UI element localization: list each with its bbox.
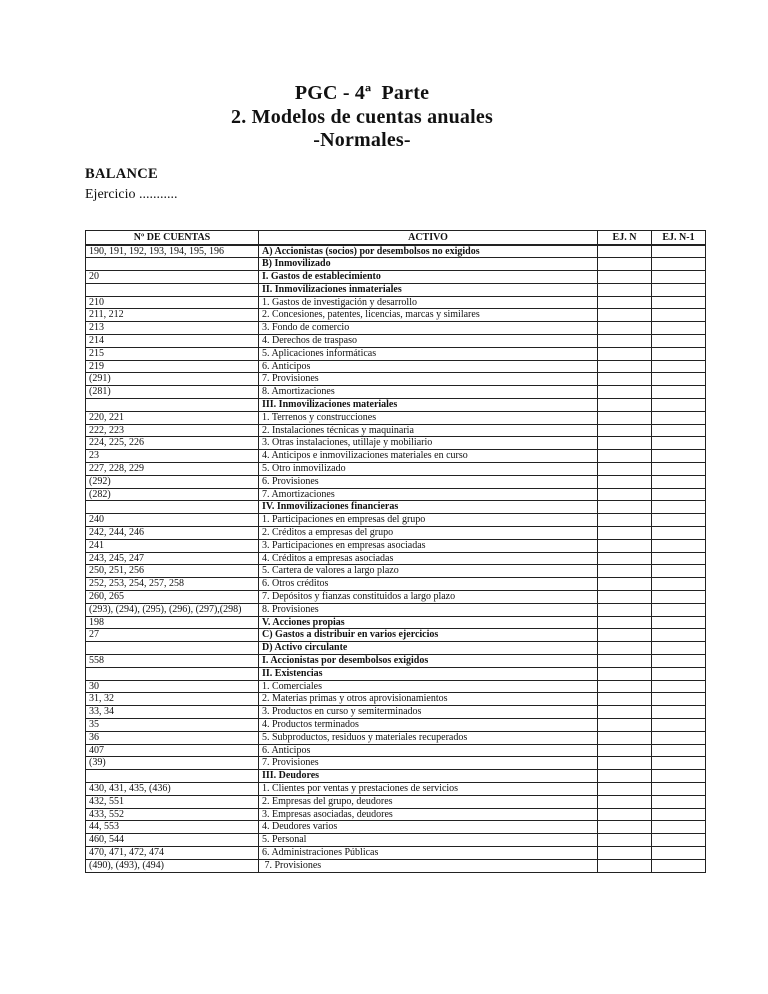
ej-n-1-cell: [652, 463, 706, 476]
ej-n-1-cell: [652, 629, 706, 642]
ej-n-1-cell: [652, 655, 706, 668]
table-row: [86, 552, 706, 565]
ej-n-cell: [598, 821, 652, 834]
ej-n-1-cell: [652, 386, 706, 399]
ej-n-cell: [598, 514, 652, 527]
column-header-activo: ACTIVO: [259, 230, 598, 245]
ej-n-1-cell: [652, 539, 706, 552]
ej-n-1-cell: [652, 744, 706, 757]
activo-cell: IV. Inmovilizaciones financieras: [259, 501, 598, 514]
table-row: [86, 655, 706, 668]
ej-n-cell: [598, 744, 652, 757]
ej-n-cell: [598, 386, 652, 399]
cuentas-cell: 190, 191, 192, 193, 194, 195, 196: [86, 245, 259, 258]
cuentas-cell: 227, 228, 229: [86, 463, 259, 476]
activo-cell: A) Accionistas (socios) por desembolsos no exigidos: [259, 245, 598, 258]
ej-n-cell: [598, 808, 652, 821]
activo-cell: 5. Aplicaciones informáticas: [259, 347, 598, 360]
table-row: [86, 744, 706, 757]
table-row: [86, 386, 706, 399]
activo-cell: 2. Instalaciones técnicas y maquinaria: [259, 424, 598, 437]
cuentas-cell: 241: [86, 539, 259, 552]
ej-n-1-cell: [652, 718, 706, 731]
cuentas-cell: (291): [86, 373, 259, 386]
ej-n-cell: [598, 795, 652, 808]
table-row: [86, 578, 706, 591]
ej-n-1-cell: [652, 501, 706, 514]
ej-n-cell: [598, 667, 652, 680]
table-row: [86, 757, 706, 770]
table-row: [86, 501, 706, 514]
table-row: [86, 283, 706, 296]
column-header-ej-n-1: EJ. N-1: [652, 230, 706, 245]
ej-n-cell: [598, 347, 652, 360]
activo-cell: II. Existencias: [259, 667, 598, 680]
table-row: [86, 258, 706, 271]
table-row: [86, 821, 706, 834]
document-title: [0, 0, 724, 153]
ej-n-1-cell: [652, 731, 706, 744]
activo-cell: 7. Provisiones: [259, 373, 598, 386]
table-row: [86, 642, 706, 655]
cuentas-cell: 213: [86, 322, 259, 335]
table-row: [86, 373, 706, 386]
cuentas-cell: 407: [86, 744, 259, 757]
table-row: [86, 616, 706, 629]
ej-n-cell: [598, 731, 652, 744]
activo-cell: 6. Anticipos: [259, 744, 598, 757]
ej-n-1-cell: [652, 859, 706, 872]
table-row: [86, 411, 706, 424]
cuentas-cell: 243, 245, 247: [86, 552, 259, 565]
table-row: [86, 795, 706, 808]
activo-cell: 2. Concesiones, patentes, licencias, marcas y similares: [259, 309, 598, 322]
cuentas-cell: 30: [86, 680, 259, 693]
ej-n-cell: [598, 488, 652, 501]
activo-cell: 2. Créditos a empresas del grupo: [259, 527, 598, 540]
ej-n-1-cell: [652, 424, 706, 437]
table-row: [86, 859, 706, 872]
table-row: [86, 565, 706, 578]
cuentas-cell: [86, 399, 259, 412]
activo-cell: C) Gastos a distribuir en varios ejercicios: [259, 629, 598, 642]
ej-n-1-cell: [652, 283, 706, 296]
cuentas-cell: 432, 551: [86, 795, 259, 808]
cuentas-cell: [86, 642, 259, 655]
table-row: [86, 463, 706, 476]
ej-n-1-cell: [652, 296, 706, 309]
cuentas-cell: 27: [86, 629, 259, 642]
ej-n-1-cell: [652, 258, 706, 271]
table-row: [86, 629, 706, 642]
ej-n-cell: [598, 757, 652, 770]
ej-n-cell: [598, 770, 652, 783]
cuentas-cell: 222, 223: [86, 424, 259, 437]
ej-n-1-cell: [652, 347, 706, 360]
ej-n-cell: [598, 642, 652, 655]
ej-n-1-cell: [652, 757, 706, 770]
ej-n-1-cell: [652, 808, 706, 821]
activo-cell: 2. Empresas del grupo, deudores: [259, 795, 598, 808]
ej-n-1-cell: [652, 616, 706, 629]
cuentas-cell: [86, 283, 259, 296]
cuentas-cell: (293), (294), (295), (296), (297),(298): [86, 603, 259, 616]
ej-n-1-cell: [652, 514, 706, 527]
ej-n-cell: [598, 603, 652, 616]
ej-n-1-cell: [652, 821, 706, 834]
cuentas-cell: 252, 253, 254, 257, 258: [86, 578, 259, 591]
activo-cell: 4. Anticipos e inmovilizaciones materiales en curso: [259, 450, 598, 463]
ej-n-1-cell: [652, 565, 706, 578]
cuentas-cell: [86, 667, 259, 680]
cuentas-cell: 211, 212: [86, 309, 259, 322]
activo-cell: 7. Provisiones: [259, 859, 598, 872]
cuentas-cell: (490), (493), (494): [86, 859, 259, 872]
ej-n-cell: [598, 245, 652, 258]
table-row: [86, 603, 706, 616]
column-header-ej-n: EJ. N: [598, 230, 652, 245]
cuentas-cell: 242, 244, 246: [86, 527, 259, 540]
cuentas-cell: 31, 32: [86, 693, 259, 706]
table-row: [86, 539, 706, 552]
cuentas-cell: [86, 258, 259, 271]
cuentas-cell: 460, 544: [86, 834, 259, 847]
activo-cell: 7. Provisiones: [259, 757, 598, 770]
ej-n-cell: [598, 309, 652, 322]
cuentas-cell: [86, 770, 259, 783]
ej-n-1-cell: [652, 782, 706, 795]
ej-n-cell: [598, 846, 652, 859]
ej-n-cell: [598, 693, 652, 706]
cuentas-cell: 224, 225, 226: [86, 437, 259, 450]
ej-n-cell: [598, 399, 652, 412]
cuentas-cell: 240: [86, 514, 259, 527]
ej-n-cell: [598, 578, 652, 591]
cuentas-cell: [86, 501, 259, 514]
activo-cell: 2. Materias primas y otros aprovisionamientos: [259, 693, 598, 706]
cuentas-cell: 210: [86, 296, 259, 309]
ej-n-1-cell: [652, 693, 706, 706]
title-line-2: 2. Modelos de cuentas anuales: [231, 105, 493, 128]
table-row: [86, 322, 706, 335]
cuentas-cell: (281): [86, 386, 259, 399]
ej-n-1-cell: [652, 603, 706, 616]
table-row: [86, 347, 706, 360]
activo-cell: 4. Derechos de traspaso: [259, 335, 598, 348]
table-row: [86, 514, 706, 527]
ej-n-1-cell: [652, 245, 706, 258]
ej-n-cell: [598, 437, 652, 450]
table-row: [86, 399, 706, 412]
activo-cell: 4. Deudores varios: [259, 821, 598, 834]
ej-n-cell: [598, 552, 652, 565]
table-row: [86, 488, 706, 501]
title-line-3: -Normales-: [313, 129, 411, 151]
cuentas-cell: 433, 552: [86, 808, 259, 821]
activo-cell: 1. Participaciones en empresas del grupo: [259, 514, 598, 527]
ejercicio-label: Ejercicio ...........: [85, 186, 178, 202]
activo-cell: 4. Productos terminados: [259, 718, 598, 731]
table-row: [86, 309, 706, 322]
cuentas-cell: 430, 431, 435, (436): [86, 782, 259, 795]
activo-cell: D) Activo circulante: [259, 642, 598, 655]
ej-n-cell: [598, 501, 652, 514]
activo-cell: 7. Depósitos y fianzas constituidos a largo plazo: [259, 591, 598, 604]
activo-cell: III. Deudores: [259, 770, 598, 783]
ej-n-1-cell: [652, 450, 706, 463]
ej-n-cell: [598, 539, 652, 552]
ej-n-cell: [598, 373, 652, 386]
cuentas-cell: (292): [86, 475, 259, 488]
table-row: [86, 808, 706, 821]
ej-n-1-cell: [652, 360, 706, 373]
title-line-1: PGC - 4ª Parte: [294, 82, 430, 104]
activo-cell: I. Accionistas por desembolsos exigidos: [259, 655, 598, 668]
ej-n-cell: [598, 706, 652, 719]
table-row: [86, 527, 706, 540]
table-row: [86, 360, 706, 373]
ej-n-1-cell: [652, 552, 706, 565]
table-row: [86, 693, 706, 706]
cuentas-cell: 20: [86, 271, 259, 284]
ej-n-cell: [598, 271, 652, 284]
ej-n-1-cell: [652, 834, 706, 847]
ej-n-cell: [598, 655, 652, 668]
table-row: [86, 437, 706, 450]
activo-cell: 1. Comerciales: [259, 680, 598, 693]
table-row: [86, 706, 706, 719]
table-row: [86, 667, 706, 680]
cuentas-cell: 250, 251, 256: [86, 565, 259, 578]
ej-n-cell: [598, 782, 652, 795]
cuentas-cell: (282): [86, 488, 259, 501]
activo-cell: II. Inmovilizaciones inmateriales: [259, 283, 598, 296]
ej-n-cell: [598, 629, 652, 642]
table-row: [86, 680, 706, 693]
activo-cell: 5. Personal: [259, 834, 598, 847]
cuentas-cell: 220, 221: [86, 411, 259, 424]
ej-n-cell: [598, 680, 652, 693]
ej-n-1-cell: [652, 578, 706, 591]
ej-n-1-cell: [652, 846, 706, 859]
ej-n-1-cell: [652, 399, 706, 412]
table-row: [86, 782, 706, 795]
ej-n-1-cell: [652, 680, 706, 693]
cuentas-cell: 215: [86, 347, 259, 360]
activo-cell: 4. Créditos a empresas asociadas: [259, 552, 598, 565]
table-row: [86, 718, 706, 731]
ej-n-1-cell: [652, 642, 706, 655]
table-row: [86, 770, 706, 783]
activo-cell: 6. Provisiones: [259, 475, 598, 488]
ej-n-cell: [598, 450, 652, 463]
ej-n-cell: [598, 258, 652, 271]
ej-n-cell: [598, 527, 652, 540]
cuentas-cell: 35: [86, 718, 259, 731]
activo-cell: 1. Clientes por ventas y prestaciones de servicios: [259, 782, 598, 795]
ej-n-cell: [598, 834, 652, 847]
activo-cell: 3. Otras instalaciones, utillaje y mobiliario: [259, 437, 598, 450]
ej-n-1-cell: [652, 770, 706, 783]
ej-n-cell: [598, 591, 652, 604]
ej-n-cell: [598, 616, 652, 629]
cuentas-cell: 558: [86, 655, 259, 668]
ej-n-1-cell: [652, 309, 706, 322]
ej-n-1-cell: [652, 527, 706, 540]
cuentas-cell: 23: [86, 450, 259, 463]
ej-n-1-cell: [652, 795, 706, 808]
table-row: [86, 296, 706, 309]
ej-n-1-cell: [652, 706, 706, 719]
table-row: [86, 591, 706, 604]
cuentas-cell: (39): [86, 757, 259, 770]
ej-n-1-cell: [652, 437, 706, 450]
ej-n-1-cell: [652, 271, 706, 284]
activo-cell: 8. Provisiones: [259, 603, 598, 616]
ej-n-cell: [598, 718, 652, 731]
ej-n-1-cell: [652, 322, 706, 335]
cuentas-cell: 470, 471, 472, 474: [86, 846, 259, 859]
ej-n-cell: [598, 360, 652, 373]
activo-cell: 6. Anticipos: [259, 360, 598, 373]
activo-cell: 1. Gastos de investigación y desarrollo: [259, 296, 598, 309]
cuentas-cell: 260, 265: [86, 591, 259, 604]
table-row: [86, 271, 706, 284]
table-row: [86, 245, 706, 258]
column-header-cuentas: Nº DE CUENTAS: [86, 230, 259, 245]
activo-cell: 1. Terrenos y construcciones: [259, 411, 598, 424]
ej-n-1-cell: [652, 335, 706, 348]
ej-n-cell: [598, 475, 652, 488]
activo-cell: 7. Amortizaciones: [259, 488, 598, 501]
activo-cell: 5. Otro inmovilizado: [259, 463, 598, 476]
balance-heading: BALANCE: [85, 165, 158, 182]
ej-n-cell: [598, 411, 652, 424]
table-header-row: [86, 230, 706, 245]
ej-n-1-cell: [652, 667, 706, 680]
ej-n-cell: [598, 296, 652, 309]
activo-cell: 3. Productos en curso y semiterminados: [259, 706, 598, 719]
activo-cell: 5. Subproductos, residuos y materiales recuperados: [259, 731, 598, 744]
ej-n-cell: [598, 859, 652, 872]
ej-n-cell: [598, 424, 652, 437]
ej-n-cell: [598, 283, 652, 296]
cuentas-cell: 198: [86, 616, 259, 629]
activo-cell: 3. Empresas asociadas, deudores: [259, 808, 598, 821]
balance-table: [85, 230, 706, 873]
ej-n-1-cell: [652, 475, 706, 488]
cuentas-cell: 33, 34: [86, 706, 259, 719]
table-row: [86, 335, 706, 348]
activo-cell: 5. Cartera de valores a largo plazo: [259, 565, 598, 578]
ej-n-cell: [598, 322, 652, 335]
cuentas-cell: 44, 553: [86, 821, 259, 834]
table-row: [86, 450, 706, 463]
activo-cell: B) Inmovilizado: [259, 258, 598, 271]
activo-cell: V. Acciones propias: [259, 616, 598, 629]
table-row: [86, 834, 706, 847]
activo-cell: 8. Amortizaciones: [259, 386, 598, 399]
ej-n-1-cell: [652, 591, 706, 604]
activo-cell: I. Gastos de establecimiento: [259, 271, 598, 284]
ej-n-cell: [598, 463, 652, 476]
activo-cell: III. Inmovilizaciones materiales: [259, 399, 598, 412]
table-row: [86, 475, 706, 488]
cuentas-cell: 219: [86, 360, 259, 373]
cuentas-cell: 214: [86, 335, 259, 348]
activo-cell: 3. Fondo de comercio: [259, 322, 598, 335]
ej-n-cell: [598, 565, 652, 578]
ej-n-cell: [598, 335, 652, 348]
ej-n-1-cell: [652, 488, 706, 501]
activo-cell: 6. Administraciones Públicas: [259, 846, 598, 859]
ej-n-1-cell: [652, 373, 706, 386]
table-row: [86, 846, 706, 859]
table-row: [86, 424, 706, 437]
activo-cell: 3. Participaciones en empresas asociadas: [259, 539, 598, 552]
activo-cell: 6. Otros créditos: [259, 578, 598, 591]
ej-n-1-cell: [652, 411, 706, 424]
table-row: [86, 731, 706, 744]
cuentas-cell: 36: [86, 731, 259, 744]
